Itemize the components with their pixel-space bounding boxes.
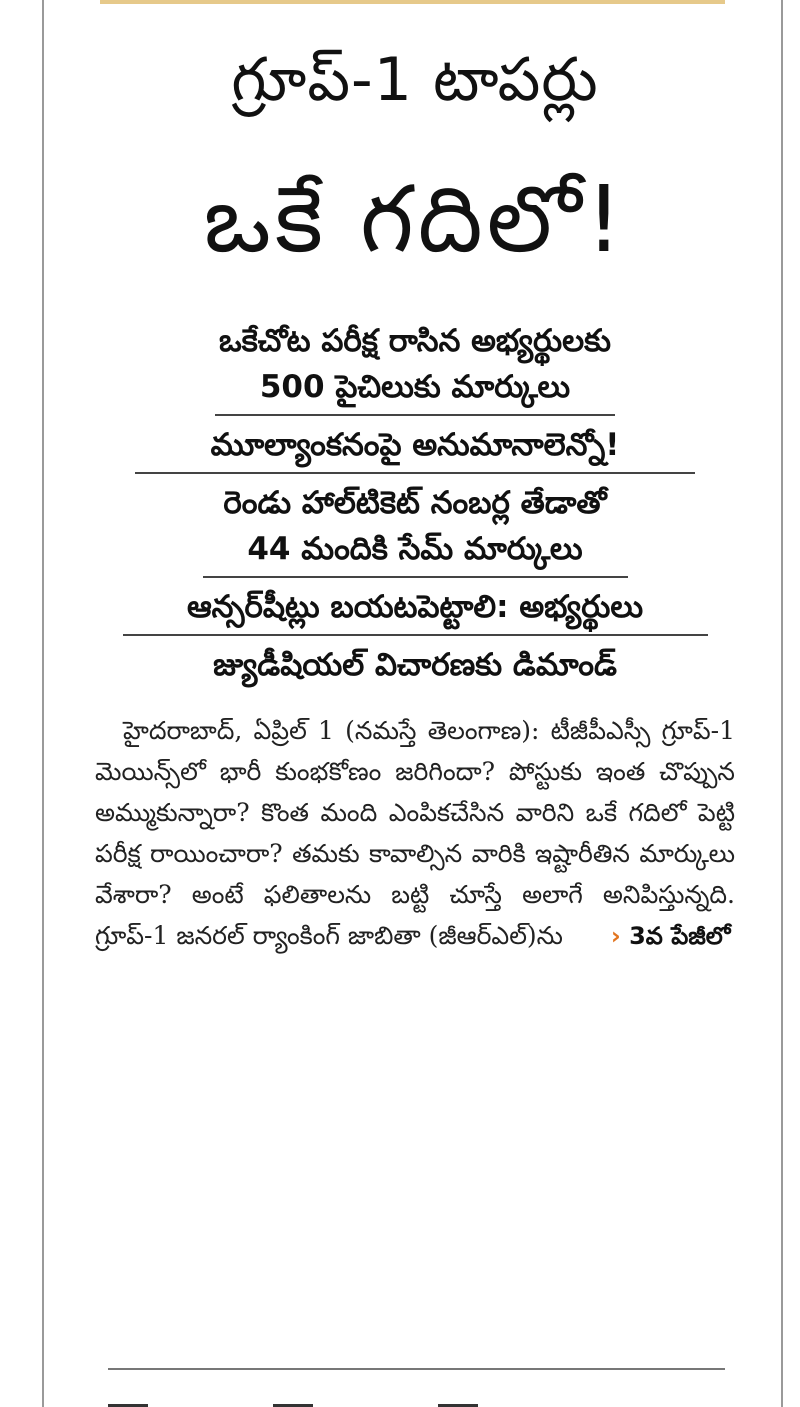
deck-line-3: మూల్యాంకనంపై అనుమానాలెన్నో! — [210, 427, 620, 463]
section-divider — [108, 1368, 725, 1370]
cropped-next-article — [108, 1392, 725, 1407]
left-column-rule — [42, 0, 44, 1407]
deck-line-4: రెండు హాల్‌టికెట్‌ నంబర్ల తేడాతో — [223, 485, 607, 521]
deck-line-5: 44 మందికి సేమ్‌ మార్కులు — [247, 531, 583, 567]
deck-divider — [215, 414, 615, 416]
continued-on-page-link[interactable] — [611, 922, 731, 950]
deck-line-2: 500 పైచిలుకు మార్కులు — [259, 369, 571, 405]
deck-subheadings — [95, 318, 735, 688]
deck-divider — [135, 472, 695, 474]
news-article — [95, 20, 735, 957]
article-body — [95, 710, 735, 957]
chevron-right-icon: › — [610, 922, 621, 950]
deck-line-7: జ్యుడీషియల్‌ విచారణకు డిమాండ్‌ — [213, 647, 617, 683]
deck-divider — [123, 634, 708, 636]
deck-line-6: ఆన్సర్‌షీట్లు బయటపెట్టాలి: అభ్యర్థులు — [186, 589, 644, 625]
deck-line-1: ఒకేచోట పరీక్ష రాసిన అభ్యర్థులకు — [218, 323, 612, 359]
deck-divider — [203, 576, 628, 578]
right-column-rule — [781, 0, 783, 1407]
article-paragraph: హైదరాబాద్‌, ఏప్రిల్‌ 1 (నమస్తే తెలంగాణ): టీజీపీఎస్సీ గ్రూప్‌-1 మెయిన్స్‌లో భారీ కుంభకోణం జరిగిందా? పోస్టుకు ఇంత చొప్పున అమ్ముకున్నారా? కొంత మంది ఎంపికచేసిన వారిని ఒకే గదిలో పెట్టి పరీక్ష రాయించారా? తమకు కావాల్సిన వారికి ఇష్టారీతిన మార్కులు వేశారా? అంటే ఫలితాలను బట్టి చూస్తే అలాగే అనిపిస్తున్నది. గ్రూప్‌-1 జనరల్‌ ర్యాంకింగ్‌ జాబితా (జీఆర్‌ఎల్‌)ను — [95, 716, 735, 950]
headline-line-2: ఒకే గదిలో! — [203, 166, 627, 273]
top-accent-strip — [100, 0, 725, 4]
headline-line-1: గ్రూప్‌-1 టాపర్లు — [231, 45, 599, 115]
continued-label: 3వ పేజీలో — [629, 922, 731, 950]
